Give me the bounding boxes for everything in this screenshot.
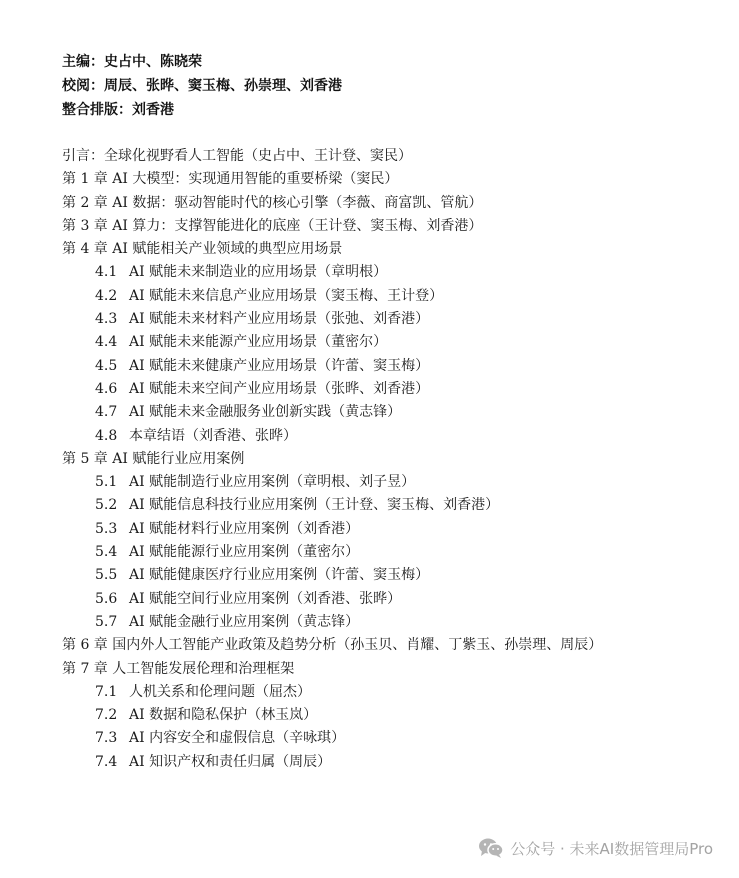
toc-section-number: 7.4 bbox=[95, 753, 118, 770]
watermark bbox=[478, 836, 713, 860]
toc-section-number: 7.1 bbox=[95, 683, 118, 700]
chief-editor-line: 主编：史占中、陈晓荣 bbox=[62, 54, 202, 70]
toc-section-number: 5.1 bbox=[95, 474, 118, 491]
wechat-icon bbox=[478, 837, 504, 859]
toc-item-text: AI 赋能金融行业应用案例（黄志锋） bbox=[129, 613, 360, 630]
toc-item-text: 引言：全球化视野看人工智能（史占中、王计登、窦民） bbox=[62, 148, 412, 164]
toc-item-text: AI 内容安全和虚假信息（辛咏琪） bbox=[129, 730, 346, 747]
toc-section-item bbox=[62, 378, 732, 401]
toc-chapter-item bbox=[62, 448, 732, 471]
toc-item-text: 第 2 章 AI 数据：驱动智能时代的核心引擎（李薇、商富凯、管航） bbox=[62, 194, 483, 211]
table-of-contents bbox=[62, 145, 732, 774]
toc-section-item bbox=[62, 308, 732, 331]
toc-item-text: AI 赋能空间行业应用案例（刘香港、张晔） bbox=[129, 590, 402, 607]
layout-editor-line: 整合排版：刘香港 bbox=[62, 102, 174, 118]
toc-section-item bbox=[62, 518, 732, 541]
toc-section-item bbox=[62, 425, 732, 448]
toc-chapter-item bbox=[62, 238, 732, 261]
toc-section-item bbox=[62, 704, 732, 727]
toc-section-number: 4.6 bbox=[95, 380, 118, 397]
toc-chapter-item bbox=[62, 192, 732, 215]
toc-section-item bbox=[62, 611, 732, 634]
credits-block bbox=[62, 50, 342, 122]
toc-section-number: 4.4 bbox=[95, 334, 118, 351]
toc-item-text: AI 数据和隐私保护（林玉岚） bbox=[129, 707, 318, 724]
toc-section-number: 5.3 bbox=[95, 520, 118, 537]
toc-item-text: AI 赋能信息科技行业应用案例（王计登、窦玉梅、刘香港） bbox=[129, 497, 500, 514]
toc-section-number: 4.2 bbox=[95, 287, 118, 304]
toc-section-item bbox=[62, 331, 732, 354]
toc-section-number: 5.5 bbox=[95, 567, 118, 584]
toc-section-item bbox=[62, 471, 732, 494]
toc-chapter-item bbox=[62, 215, 732, 238]
toc-section-number: 5.2 bbox=[95, 497, 118, 514]
toc-section-item bbox=[62, 541, 732, 564]
toc-section-item bbox=[62, 727, 732, 750]
toc-section-item bbox=[62, 285, 732, 308]
toc-item-text: AI 赋能未来信息产业应用场景（窦玉梅、王计登） bbox=[129, 287, 444, 304]
toc-item-text: 第 4 章 AI 赋能相关产业领域的典型应用场景 bbox=[62, 241, 343, 258]
toc-section-number: 4.8 bbox=[95, 427, 118, 444]
toc-section-item bbox=[62, 564, 732, 587]
toc-item-text: AI 赋能材料行业应用案例（刘香港） bbox=[129, 520, 360, 537]
toc-item-text: 人机关系和伦理问题（屈杰） bbox=[129, 683, 311, 700]
toc-item-text: 第 5 章 AI 赋能行业应用案例 bbox=[62, 450, 245, 467]
toc-item-text: AI 赋能未来金融服务业创新实践（黄志锋） bbox=[129, 404, 402, 421]
toc-section-number: 4.7 bbox=[95, 404, 118, 421]
toc-item-text: AI 赋能健康医疗行业应用案例（许蕾、窦玉梅） bbox=[129, 567, 430, 584]
toc-item-text: 本章结语（刘香港、张晔） bbox=[129, 427, 297, 444]
toc-item-text: AI 知识产权和责任归属（周辰） bbox=[129, 753, 332, 770]
toc-item-text: AI 赋能未来健康产业应用场景（许蕾、窦玉梅） bbox=[129, 357, 430, 374]
toc-item-text: 第 1 章 AI 大模型：实现通用智能的重要桥梁（窦民） bbox=[62, 171, 399, 188]
toc-chapter-item bbox=[62, 634, 732, 657]
toc-item-text: AI 赋能未来能源产业应用场景（董密尔） bbox=[129, 334, 388, 351]
toc-item-text: AI 赋能制造行业应用案例（章明根、刘子昱） bbox=[129, 474, 416, 491]
toc-section-number: 7.3 bbox=[95, 730, 118, 747]
toc-item-text: 第 3 章 AI 算力：支撑智能进化的底座（王计登、窦玉梅、刘香港） bbox=[62, 217, 483, 234]
toc-item-text: AI 赋能未来材料产业应用场景（张弛、刘香港） bbox=[129, 311, 430, 328]
toc-section-number: 5.4 bbox=[95, 544, 118, 561]
toc-chapter-item bbox=[62, 658, 732, 681]
toc-section-number: 5.7 bbox=[95, 613, 118, 630]
toc-chapter-item bbox=[62, 168, 732, 191]
toc-item-text: 第 7 章 人工智能发展伦理和治理框架 bbox=[62, 660, 295, 677]
toc-section-number: 5.6 bbox=[95, 590, 118, 607]
toc-item-text: AI 赋能能源行业应用案例（董密尔） bbox=[129, 544, 360, 561]
toc-section-item bbox=[62, 588, 732, 611]
toc-section-item bbox=[62, 494, 732, 517]
toc-item-text: AI 赋能未来空间产业应用场景（张晔、刘香港） bbox=[129, 380, 430, 397]
toc-section-number: 7.2 bbox=[95, 707, 118, 724]
toc-section-item bbox=[62, 355, 732, 378]
toc-section-item bbox=[62, 751, 732, 774]
toc-section-item bbox=[62, 261, 732, 284]
watermark-text: 公众号 · 未来AI数据管理局Pro bbox=[510, 839, 713, 858]
toc-section-item bbox=[62, 681, 732, 704]
toc-item-text: 第 6 章 国内外人工智能产业政策及趋势分析（孙玉贝、肖耀、丁紫玉、孙崇理、周辰） bbox=[62, 637, 603, 654]
toc-section-number: 4.1 bbox=[95, 264, 118, 281]
toc-item-text: AI 赋能未来制造业的应用场景（章明根） bbox=[129, 264, 388, 281]
toc-chapter-item bbox=[62, 145, 732, 168]
toc-section-number: 4.3 bbox=[95, 311, 118, 328]
toc-section-number: 4.5 bbox=[95, 357, 118, 374]
toc-section-item bbox=[62, 401, 732, 424]
reviewers-line: 校阅：周辰、张晔、窦玉梅、孙崇理、刘香港 bbox=[62, 78, 342, 94]
